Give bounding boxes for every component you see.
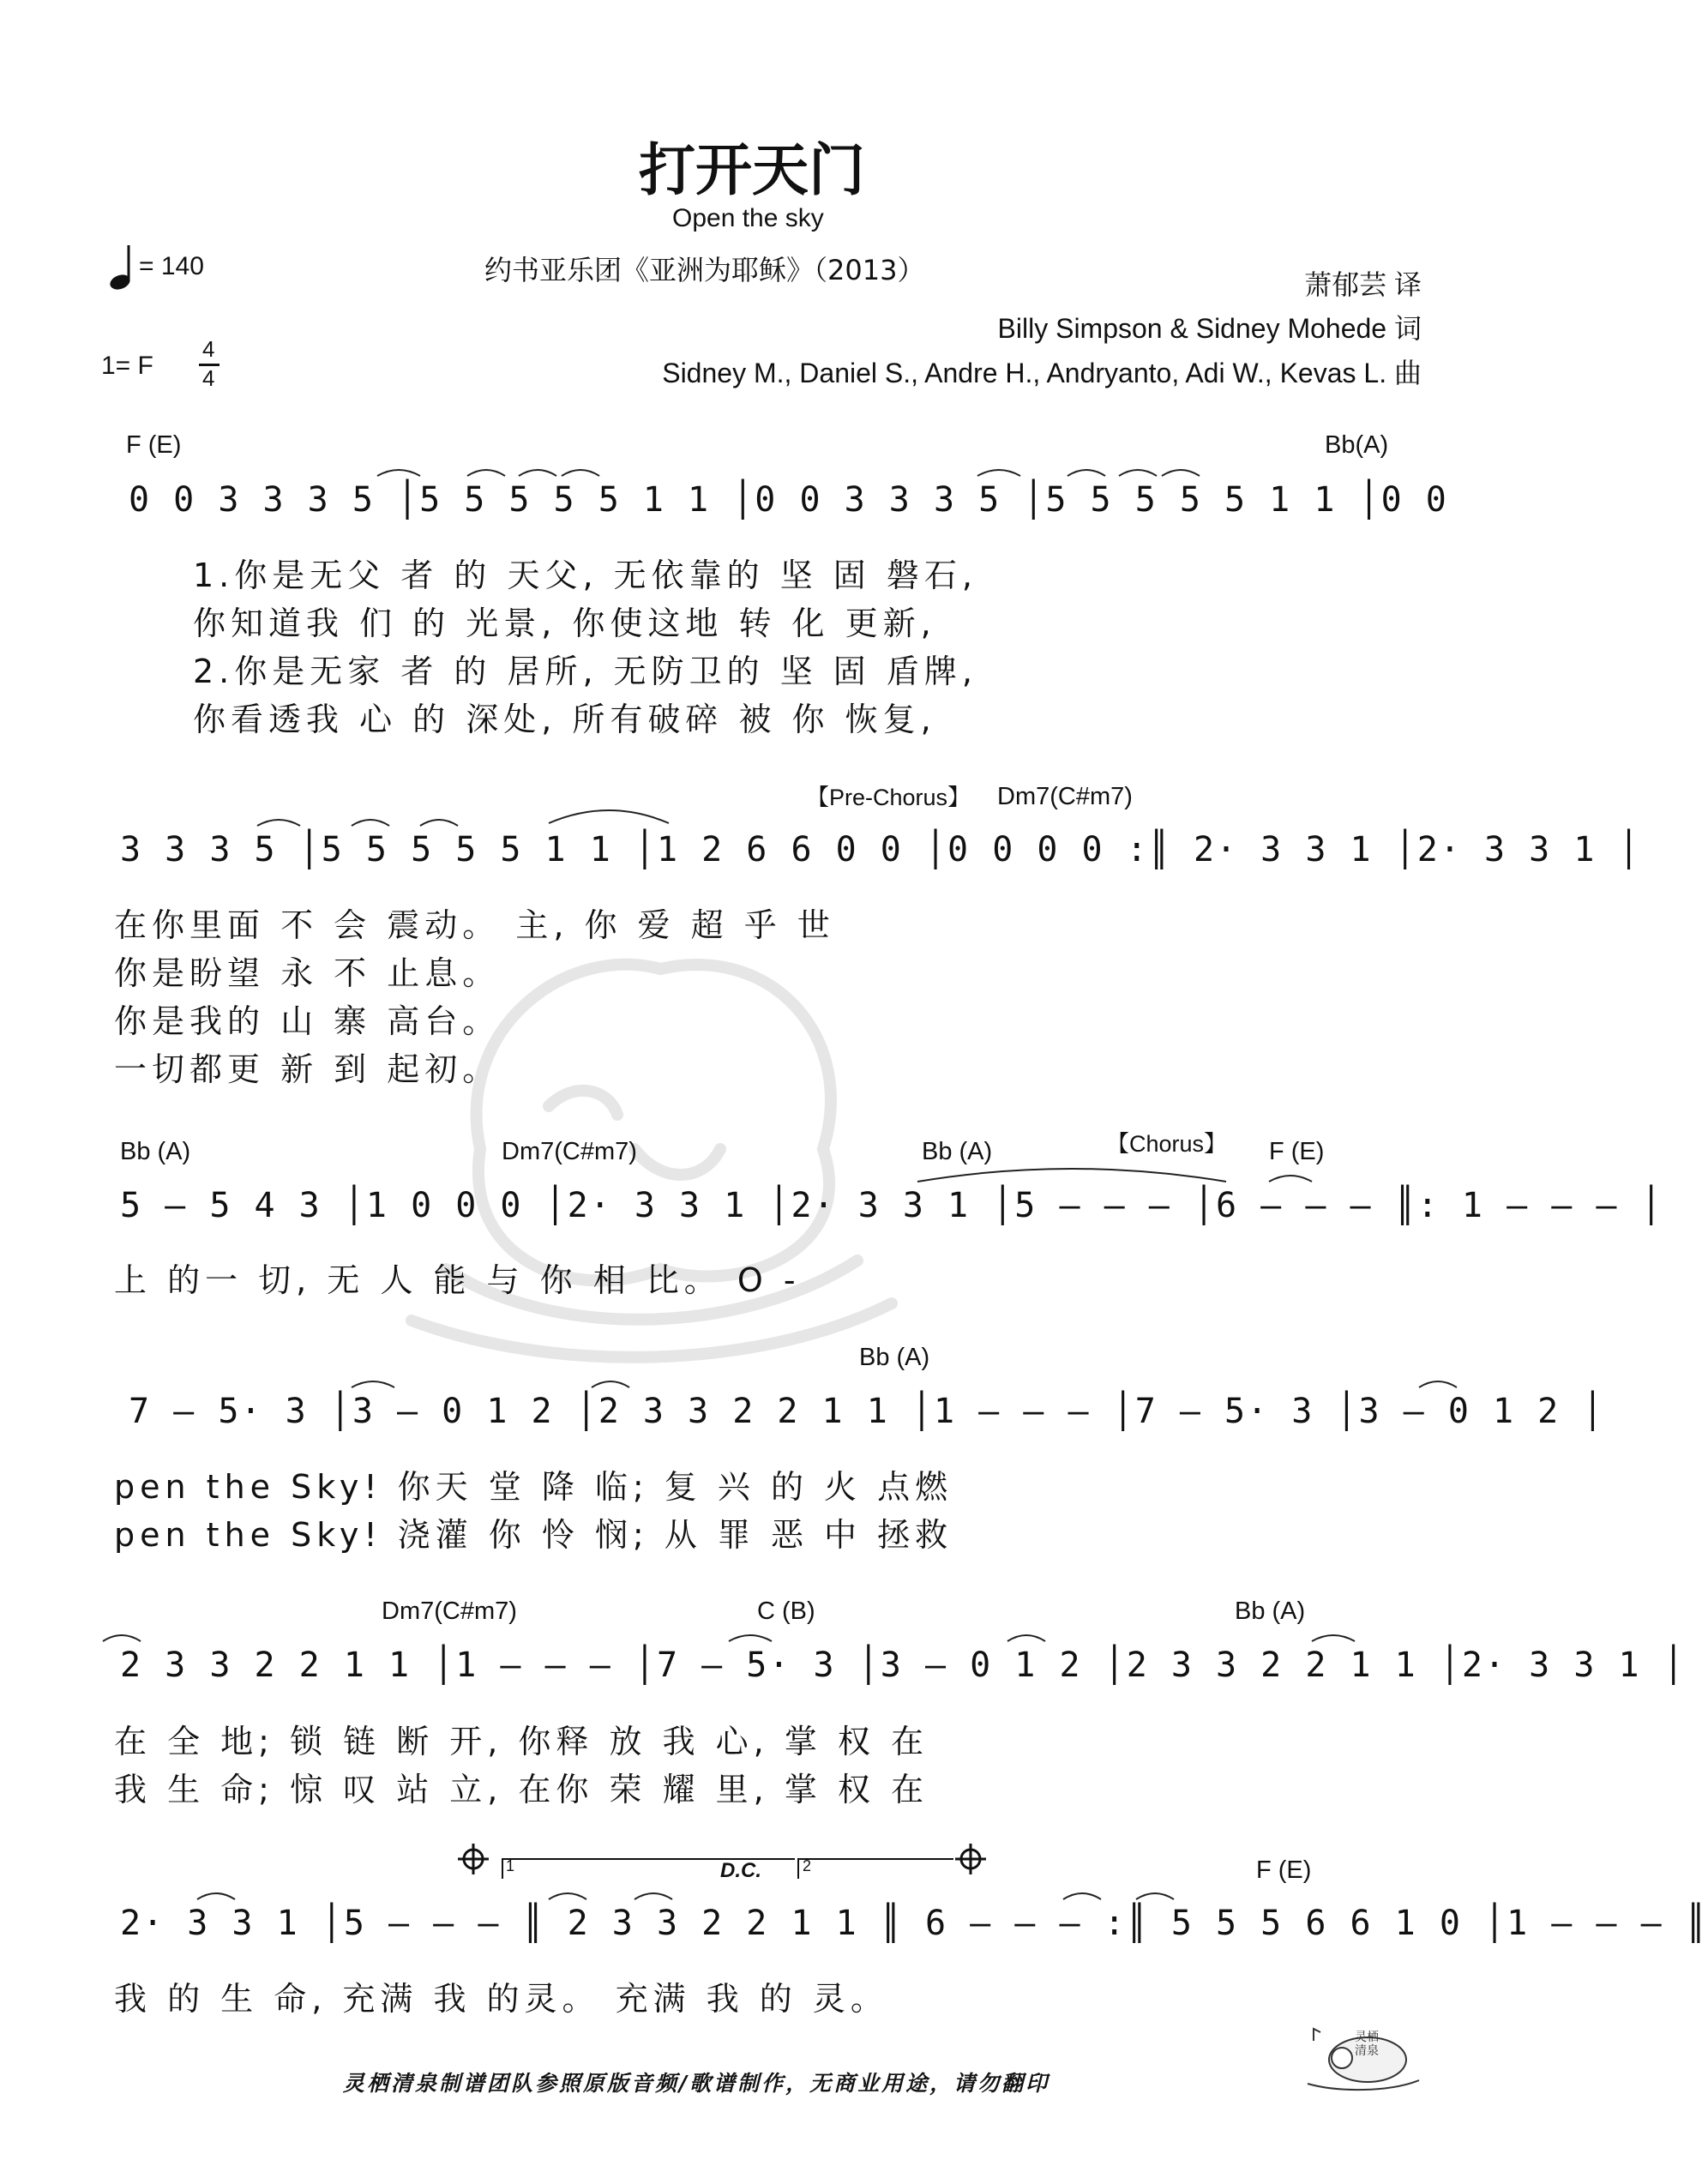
composer-credit: Sidney M., Daniel S., Andre H., Andryanto, Adi W., Kevas L. 曲	[662, 358, 1422, 388]
chord-label: C (B)	[757, 1597, 815, 1625]
notation-line: 7 — 5· 3 │3 — 0 1 2 │2 3 3 2 2 1 1 │1 — — — │7 — 5· 3 │3 — 0 1 2 │	[129, 1392, 1605, 1431]
chord-label: Bb(A)	[1325, 431, 1389, 459]
chord-label: Bb (A)	[1235, 1597, 1306, 1625]
lyric-line: 你是我的 山 寨 高台。	[114, 1002, 501, 1040]
lyric-line: 1.你是无父 者 的 天父, 无依靠的 坚 固 磐石,	[193, 557, 977, 594]
lyric-line: 我 生 命; 惊 叹 站 立, 在你 荣 耀 里, 掌 权 在	[114, 1771, 929, 1808]
chord-label: Bb (A)	[859, 1344, 930, 1371]
chord-label: Dm7(C#m7)	[502, 1138, 637, 1165]
notation-line: 2· 3 3 1 │5 — — — ║ 2 3 3 2 2 1 1 ║ 6 — — — :║ 5 5 5 6 6 1 0 │1 — — — ║	[120, 1904, 1708, 1943]
lyric-line: pen the Sky! 你天 堂 降 临; 复 兴 的 火 点燃	[114, 1468, 953, 1506]
volta-2-label: 2	[803, 1857, 812, 1874]
section-label: 【Pre-Chorus】	[806, 785, 971, 810]
lyric-line: 上 的一 切, 无 人 能 与 你 相 比。 O -	[114, 1261, 801, 1299]
song-title: 打开天门	[639, 137, 865, 203]
chord-label: F (E)	[126, 431, 182, 459]
song-subtitle: Open the sky	[672, 204, 824, 232]
section-label: 【Chorus】	[1106, 1131, 1228, 1157]
copyright-notice: 灵栖清泉制谱团队参照原版音频/歌谱制作，无商业用途，请勿翻印	[343, 2071, 1050, 2096]
time-signature-top: 4	[202, 336, 215, 362]
time-signature-bottom: 4	[202, 365, 215, 391]
volta-1-label: 1	[506, 1857, 515, 1874]
notation-line: 5 — 5 4 3 │1 0 0 0 │2· 3 3 1 │2· 3 3 1 │5 — — — │6 — — — ║: 1 — — — │	[120, 1186, 1663, 1225]
lyric-line: 我 的 生 命, 充满 我 的灵。 充满 我 的 灵。	[114, 1980, 888, 2018]
lyric-line: 在 全 地; 锁 链 断 开, 你释 放 我 心, 掌 权 在	[114, 1723, 929, 1760]
notation-line: 3 3 3 5 │5 5 5 5 5 1 1 │1 2 6 6 0 0 │0 0 0 0 :║ 2· 3 3 1 │2· 3 3 1 │	[120, 830, 1641, 869]
chord-label: Bb (A)	[922, 1138, 993, 1165]
lyric-line: 一切都更 新 到 起初。	[114, 1050, 501, 1088]
album-info: 约书亚乐团《亚洲为耶稣》（2013）	[484, 254, 925, 286]
lyricist-credit: Billy Simpson & Sidney Mohede 词	[997, 313, 1422, 344]
lyric-line: 2.你是无家 者 的 居所, 无防卫的 坚 固 盾牌,	[193, 653, 977, 690]
notation-line: 0 0 3 3 3 5 │5 5 5 5 5 1 1 │0 0 3 3 3 5 │5 5 5 5 5 1 1 │0 0	[129, 480, 1448, 520]
chord-label: Dm7(C#m7)	[382, 1597, 517, 1625]
logo-text: 灵栖清泉	[1355, 2031, 1379, 2058]
chord-label: F (E)	[1256, 1856, 1312, 1884]
chord-label: Bb (A)	[120, 1138, 191, 1165]
chord-label: F (E)	[1269, 1138, 1325, 1165]
chord-label: Dm7(C#m7)	[997, 783, 1133, 810]
tempo-marking: = 140	[139, 252, 204, 280]
notation-line: 2 3 3 2 2 1 1 │1 — — — │7 — 5· 3 │3 — 0 1 2 │2 3 3 2 2 1 1 │2· 3 3 1 │	[120, 1646, 1686, 1685]
lyric-line: 你是盼望 永 不 止息。	[114, 954, 501, 992]
lyric-line: pen the Sky! 浇灌 你 怜 悯; 从 罪 恶 中 拯救	[114, 1516, 953, 1554]
dc-marking: D.C.	[720, 1859, 761, 1882]
lyric-line: 你知道我 们 的 光景, 你使这地 转 化 更新,	[193, 605, 936, 642]
key-signature: 1= F	[101, 352, 153, 380]
lyric-line: 你看透我 心 的 深处, 所有破碎 被 你 恢复,	[193, 701, 936, 738]
translator-credit: 萧郁芸 译	[1304, 269, 1422, 300]
lyric-line: 在你里面 不 会 震动。 主, 你 爱 超 乎 世	[114, 906, 835, 944]
